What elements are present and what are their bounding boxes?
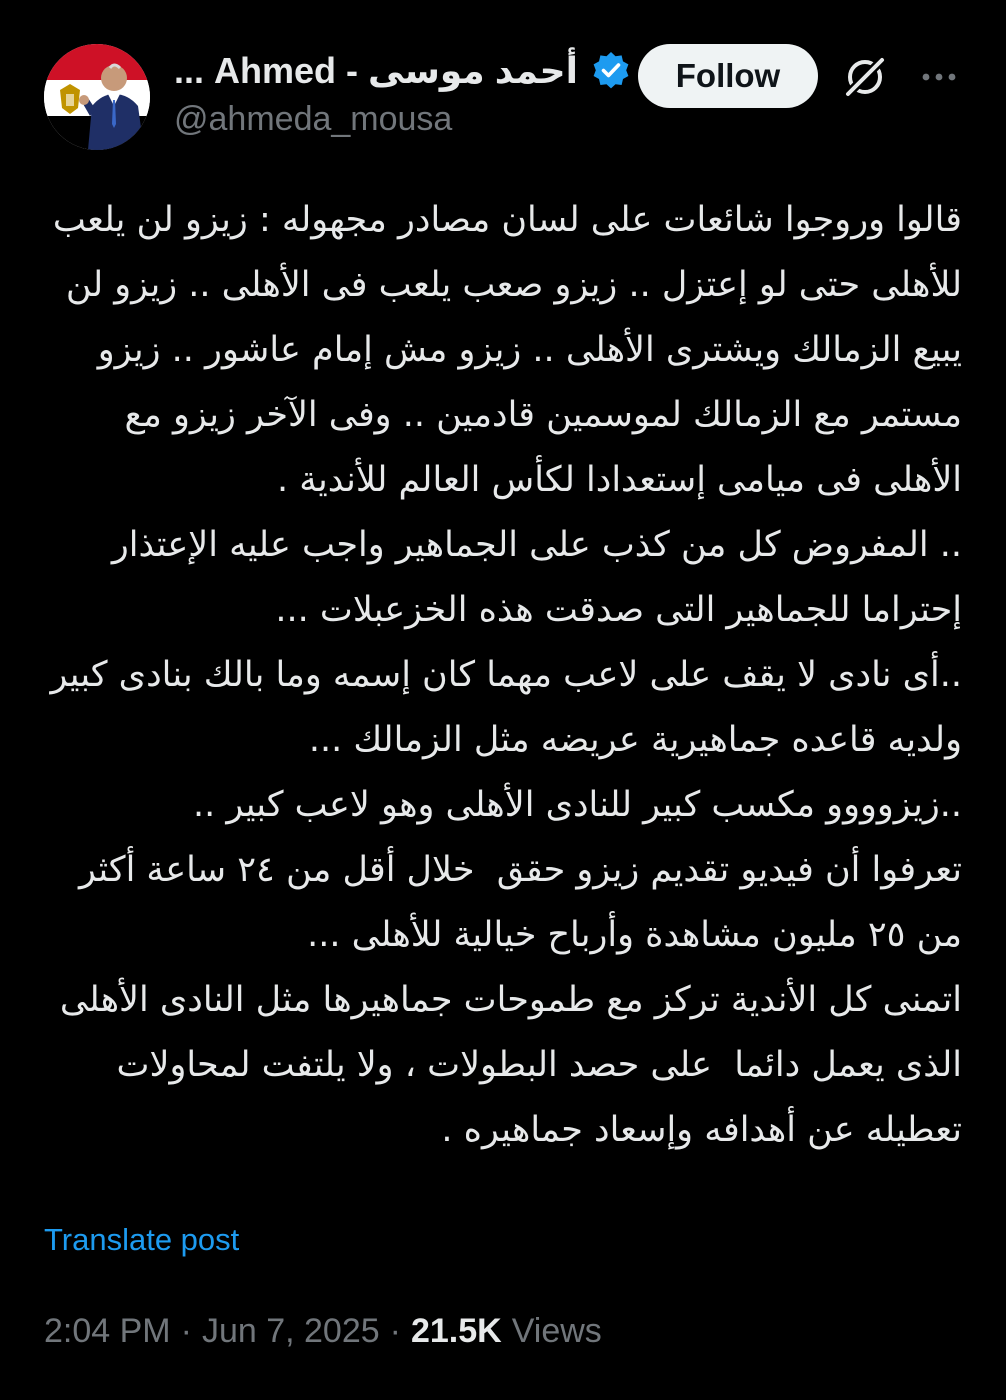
post-time[interactable]: 2:04 PM [44, 1312, 171, 1350]
display-name[interactable]: أحمد موسى - Ahmed ... [174, 50, 578, 91]
follow-button[interactable]: Follow [638, 44, 818, 108]
avatar-image [44, 44, 150, 150]
author-handle[interactable]: @ahmeda_mousa [174, 100, 453, 138]
grok-icon[interactable] [840, 52, 890, 102]
verified-badge-icon[interactable] [590, 50, 632, 92]
tweet-meta [44, 1312, 602, 1351]
author-names [174, 46, 624, 139]
views-count: 21.5K [410, 1312, 502, 1350]
translate-post-link[interactable]: Translate post [44, 1222, 240, 1257]
post-date[interactable]: Jun 7, 2025 [201, 1312, 380, 1350]
meta-separator: · [389, 1312, 401, 1350]
tweet-header [44, 40, 974, 150]
display-name-row [174, 46, 624, 96]
views-label: Views [511, 1312, 602, 1350]
tweet-text: قالوا وروجوا شائعات على لسان مصادر مجهوله : زيزو لن يلعب للأهلى حتى لو إعتزل .. زيزو صعب يلعب فى الأهلى .. زيزو لن يبيع الزمالك ويشترى الأهلى .. زيزو مش إمام عاشور .. زيزو مستمر مع الزمالك لموسمين قادمين .. وفى الآخر زيزو مع الأهلى فى ميامى إستعدادا لكأس العالم للأندية . .. المفروض كل من كذب على الجماهير واجب عليه الإعتذار إحتراما للجماهير التى صدقت هذه الخزعبلات ... ..أى نادى لا يقف على لاعب مهما كان إسمه وما بالك بنادى كبير ولديه قاعده جماهيرية عريضه مثل الزمالك ... ..زيزوووو مكسب كبير للنادى الأهلى وهو لاعب كبير .. تعرفوا أن فيديو تقديم زيزو حقق خلال أقل من ٢٤ ساعة أكثر من ٢٥ مليون مشاهدة وأرباح خيالية للأهلى ... اتمنى كل الأندية تركز مع طموحات جماهيرها مثل النادى الأهلى الذى يعمل دائما على حصد البطولات ، ولا يلتفت لمحاولات تعطيله عن أهدافه وإسعاد جماهيره . [50, 200, 962, 1150]
avatar[interactable] [44, 44, 150, 150]
more-icon[interactable] [914, 52, 964, 102]
meta-separator: · [180, 1312, 192, 1350]
